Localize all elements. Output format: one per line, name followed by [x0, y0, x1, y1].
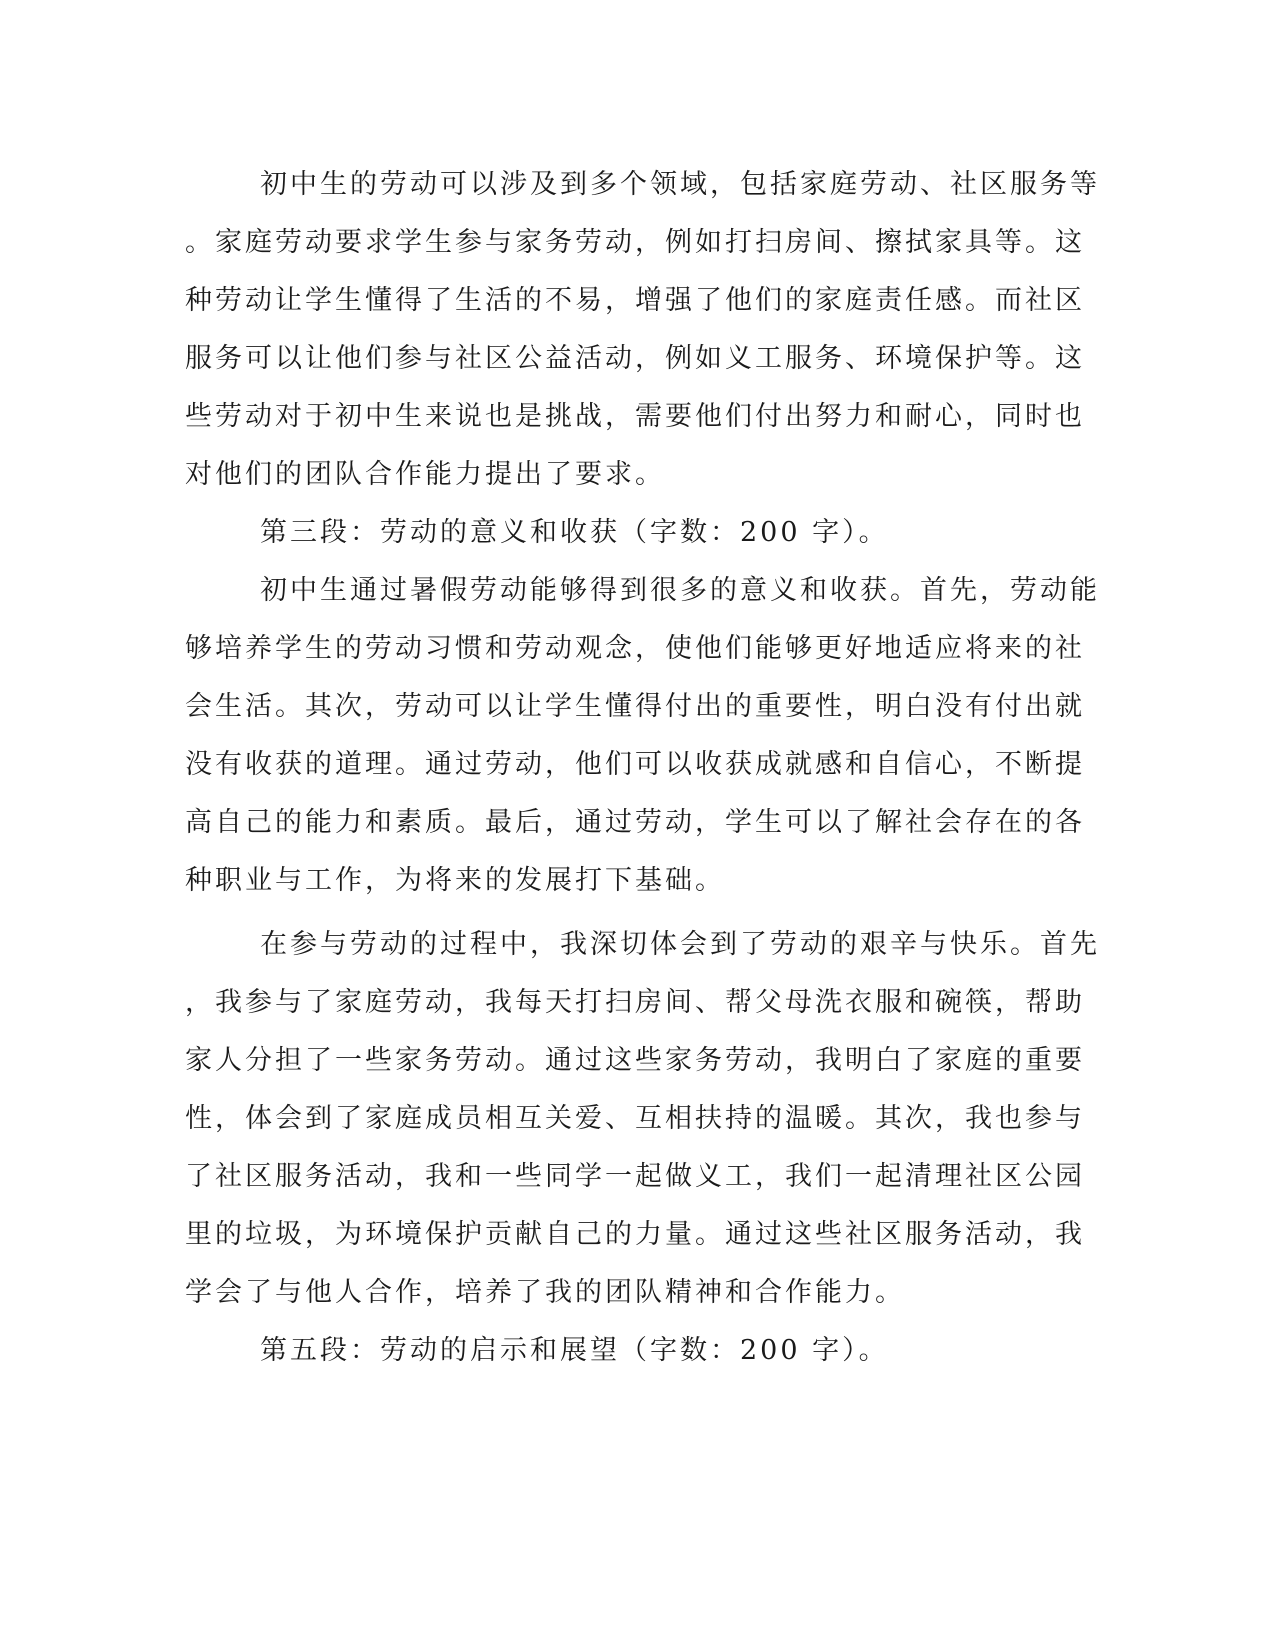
text-line: 够培养学生的劳动习惯和劳动观念，使他们能够更好地适应将来的社 [185, 633, 1085, 664]
text-line: 在参与劳动的过程中，我深切体会到了劳动的艰辛与快乐。首先 [260, 929, 1100, 960]
text-line: 。家庭劳动要求学生参与家务劳动，例如打扫房间、擦拭家具等。这 [185, 227, 1085, 258]
text-line: 会生活。其次，劳动可以让学生懂得付出的重要性，明白没有付出就 [185, 691, 1085, 722]
text-line: 初中生通过暑假劳动能够得到很多的意义和收获。首先，劳动能 [260, 575, 1100, 606]
text-line: 初中生的劳动可以涉及到多个领域，包括家庭劳动、社区服务等 [260, 169, 1100, 200]
text-line: 性，体会到了家庭成员相互关爱、互相扶持的温暖。其次，我也参与 [185, 1103, 1085, 1134]
text-line: 没有收获的道理。通过劳动，他们可以收获成就感和自信心，不断提 [185, 749, 1085, 780]
text-line: 些劳动对于初中生来说也是挑战，需要他们付出努力和耐心，同时也 [185, 401, 1085, 432]
text-line: 学会了与他人合作，培养了我的团队精神和合作能力。 [185, 1277, 905, 1308]
section-heading: 第五段：劳动的启示和展望（字数：200 字）。 [260, 1335, 889, 1366]
text-line: 家人分担了一些家务劳动。通过这些家务劳动，我明白了家庭的重要 [185, 1045, 1085, 1076]
text-line: 高自己的能力和素质。最后，通过劳动，学生可以了解社会存在的各 [185, 807, 1085, 838]
text-line: 了社区服务活动，我和一些同学一起做义工，我们一起清理社区公园 [185, 1161, 1085, 1192]
text-line: 里的垃圾，为环境保护贡献自己的力量。通过这些社区服务活动，我 [185, 1219, 1085, 1250]
text-line: 对他们的团队合作能力提出了要求。 [185, 459, 665, 490]
section-heading: 第三段：劳动的意义和收获（字数：200 字）。 [260, 517, 889, 548]
text-line: 种劳动让学生懂得了生活的不易，增强了他们的家庭责任感。而社区 [185, 285, 1085, 316]
text-line: 服务可以让他们参与社区公益活动，例如义工服务、环境保护等。这 [185, 343, 1085, 374]
text-line: ，我参与了家庭劳动，我每天打扫房间、帮父母洗衣服和碗筷，帮助 [185, 987, 1085, 1018]
text-line: 种职业与工作，为将来的发展打下基础。 [185, 865, 725, 896]
